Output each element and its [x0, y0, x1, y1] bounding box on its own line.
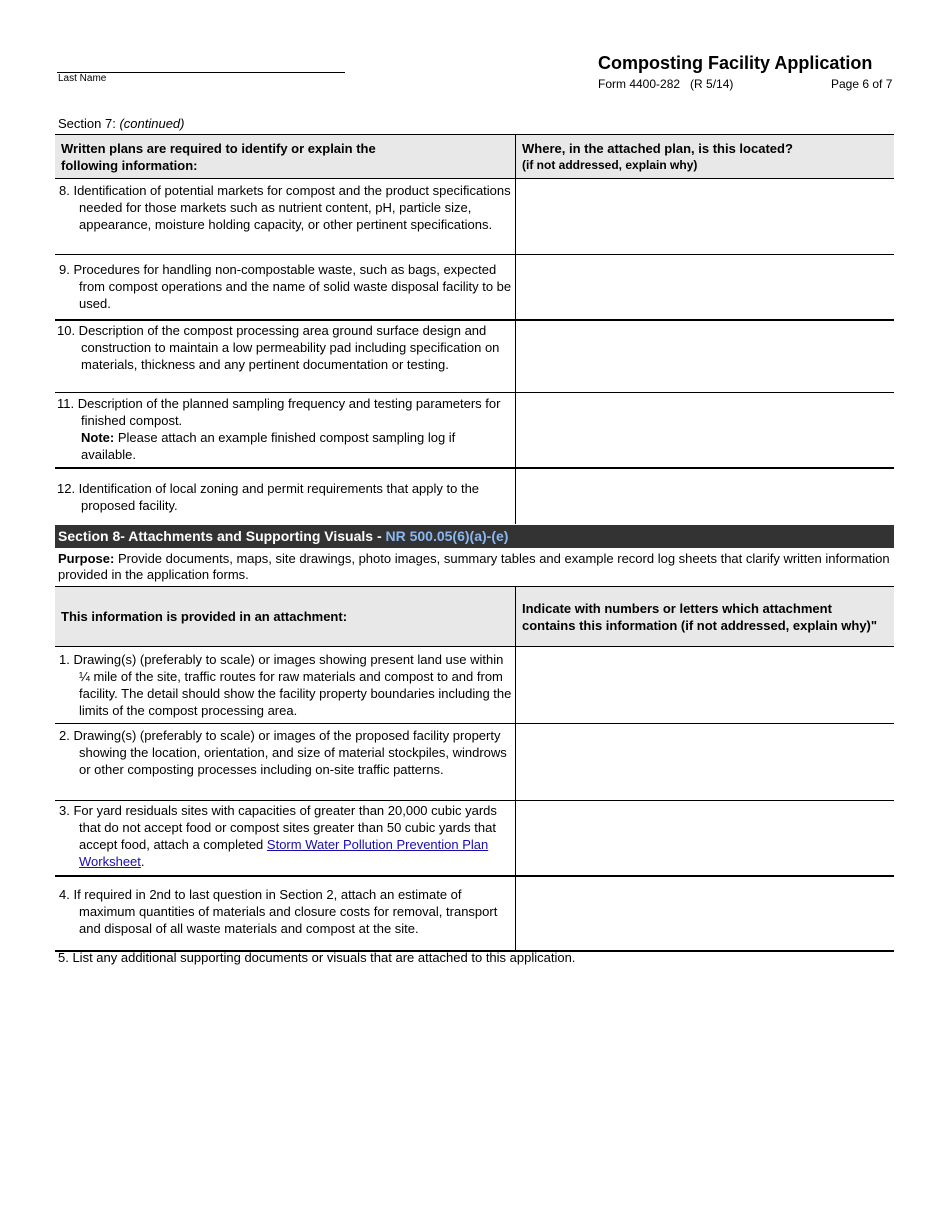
section8-table	[55, 586, 894, 952]
table-row	[55, 647, 894, 724]
section8-answer-2[interactable]	[516, 724, 895, 801]
section8-item-3: 3. For yard residuals sites with capacities of greater than 20,000 cubic yards that do not accept food or compost sites greater than 50 cubic yards that accept food, attach a completed Storm Water Pollution Prevention Plan Worksheet.	[59, 803, 497, 869]
table-row	[55, 393, 894, 469]
section7-item-10: 10. Description of the compost processing area ground surface design and construction to maintain a low permeability pad including specification on materials, thickness and any pertinent documentation or testing.	[57, 322, 500, 372]
section7-answer-12[interactable]	[516, 468, 895, 524]
section7-label: Section 7: (continued)	[58, 116, 185, 131]
table-row	[55, 468, 894, 524]
section8-answer-3[interactable]	[516, 801, 895, 876]
section7-left-header: Written plans are required to identify or explain the following information:	[55, 135, 516, 179]
section8-item-2: 2. Drawing(s) (preferably to scale) or images of the proposed facility property showing the location, orientation, and size of material stockpiles, windrows or other composting processes including on-site traffic patterns.	[59, 728, 507, 777]
section7-item-11-note: Note: Please attach an example finished compost sampling log if available.	[81, 430, 456, 462]
page-number: Page 6 of 7	[831, 77, 893, 91]
section8-title-bar: Section 8- Attachments and Supporting Visuals - NR 500.05(6)(a)-(e)	[55, 525, 894, 548]
section8-right-header: Indicate with numbers or letters which attachment contains this information (if not addressed, explain why)"	[516, 587, 895, 647]
section7-table	[55, 134, 894, 524]
table-row	[55, 255, 894, 320]
form-title: Composting Facility Application	[598, 53, 873, 73]
section8-left-header: This information is provided in an attachment:	[55, 587, 516, 647]
section8-item-4: 4. If required in 2nd to last question in Section 2, attach an estimate of maximum quantities of materials and closure costs for removal, transport and disposal of all waste materials and compost at the site.	[59, 886, 498, 936]
section8-answer-4[interactable]	[516, 876, 895, 951]
section7-answer-9[interactable]	[516, 255, 895, 320]
nr-reference: NR 500.05(6)(a)-(e)	[385, 528, 509, 544]
table-row	[55, 320, 894, 393]
table-row	[55, 724, 894, 801]
section7-item-9: 9. Procedures for handling non-compostable waste, such as bags, expected from compost operations and the name of solid waste disposal facility to be used.	[59, 262, 512, 311]
section8-item-5: 5. List any additional supporting documents or visuals that are attached to this application.	[58, 950, 576, 965]
form-number: Form 4400-282 (R 5/14)	[598, 77, 734, 91]
table-row	[55, 876, 894, 951]
section8-item-1: 1. Drawing(s) (preferably to scale) or images showing present land use within ¼ mile of the site, traffic routes for raw materials and compost to and from facility. The detail should show the facility property boundaries including the limits of the compost processing area.	[59, 652, 512, 718]
section7-answer-10[interactable]	[516, 320, 895, 393]
storm-water-worksheet-link[interactable]: Storm Water Pollution Prevention Plan Worksheet	[79, 837, 489, 869]
last-name-label: Last Name	[58, 73, 107, 84]
section7-item-8: 8. Identification of potential markets for compost and the product specifications needed for those markets such as nutrient content, pH, particle size, appearance, moisture holding capacity, or other pertinent specifications.	[59, 183, 511, 232]
section8-answer-1[interactable]	[516, 647, 895, 724]
section7-item-11: 11. Description of the planned sampling frequency and testing parameters for finished compost.	[57, 396, 501, 428]
table-row	[55, 801, 894, 876]
section8-purpose: Purpose: Provide documents, maps, site drawings, photo images, summary tables and example record log sheets that clarify written information provided in the application forms.	[58, 551, 890, 582]
table-row	[55, 179, 894, 255]
section7-right-header: Where, in the attached plan, is this located? (if not addressed, explain why)	[516, 135, 895, 179]
section7-answer-11[interactable]	[516, 393, 895, 469]
section7-item-12: 12. Identification of local zoning and permit requirements that apply to the proposed facility.	[57, 481, 480, 513]
section7-answer-8[interactable]	[516, 179, 895, 255]
